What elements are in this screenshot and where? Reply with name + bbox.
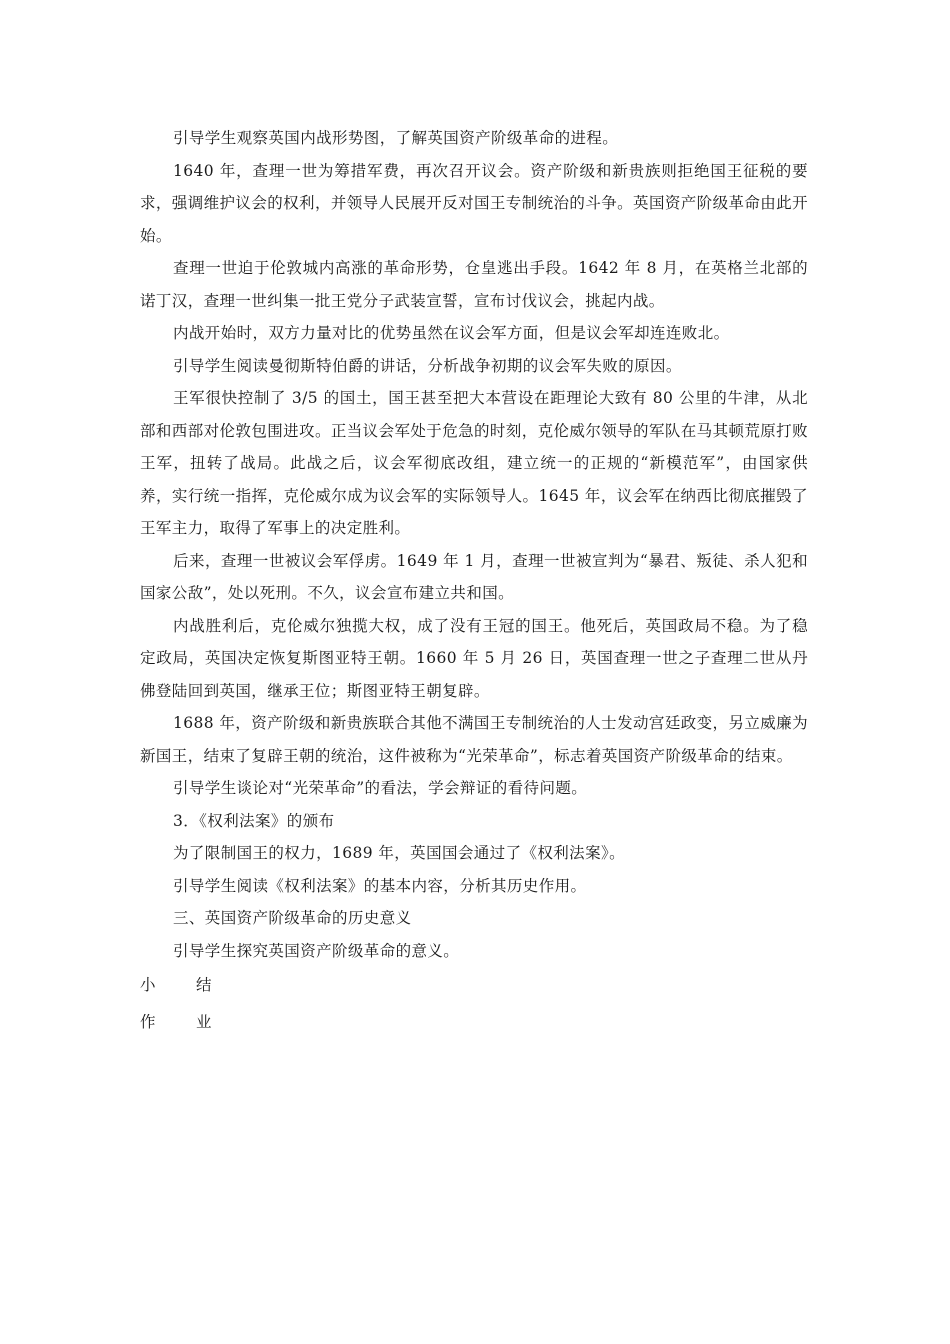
paragraph-13: 引导学生探究英国资产阶级革命的意义。 [173, 941, 460, 960]
document-body [140, 122, 808, 1041]
homework-label [140, 1004, 808, 1041]
paragraph-3: 查理一世迫于伦敦城内高涨的革命形势，仓皇逃出手段。1642 年 8 月，在英格兰北部的诺丁汉，查理一世纠集一批王党分子武装宣誓，宣布讨伐议会，挑起内战。 [140, 259, 808, 310]
homework-label-char-2: 业 [196, 1013, 212, 1031]
paragraph-4: 内战开始时，双方力量对比的优势虽然在议会军方面，但是议会军却连连败北。 [173, 324, 730, 342]
summary-label [140, 967, 808, 1004]
section-heading-bill-of-rights: 3．《权利法案》的颁布 [173, 811, 335, 830]
paragraph-12: 引导学生阅读《权利法案》的基本内容，分析其历史作用。 [173, 876, 587, 895]
paragraph-1: 引导学生观察英国内战形势图，了解英国资产阶级革命的进程。 [173, 129, 619, 147]
homework-label-char-1: 作 [140, 1013, 156, 1031]
summary-label-char-1: 小 [140, 976, 156, 994]
paragraph-6: 王军很快控制了 3/5 的国土，国王甚至把大本营设在距理论大致有 80 公里的牛津，从北部和西部对伦敦包围进攻。正当议会军处于危急的时刻，克伦威尔领导的军队在马其顿荒原打败王军，扭转了战局。此战之后，议会军彻底改组，建立统一的正规的“新模范军”，由国家供养，实行统一指挥，克伦威尔成为议会军的实际领导人。1645 年，议会军在纳西比彻底摧毁了王军主力，取得了军事上的决定胜利。 [140, 389, 808, 537]
paragraph-5: 引导学生阅读曼彻斯特伯爵的讲话，分析战争初期的议会军失败的原因。 [173, 356, 682, 375]
paragraph-10: 引导学生谈论对“光荣革命”的看法，学会辩证的看待问题。 [173, 779, 588, 797]
summary-label-char-2: 结 [196, 976, 212, 994]
section-heading-significance: 三、英国资产阶级革命的历史意义 [173, 909, 412, 927]
paragraph-9: 1688 年，资产阶级和新贵族联合其他不满国王专制统治的人士发动宫廷政变，另立威廉为新国王，结束了复辟王朝的统治，这件被称为“光荣革命”，标志着英国资产阶级革命的结束。 [140, 714, 808, 765]
paragraph-8: 内战胜利后，克伦威尔独揽大权，成了没有王冠的国王。他死后，英国政局不稳。为了稳定政局，英国决定恢复斯图亚特王朝。1660 年 5 月 26 日，英国查理一世之子查理二世从丹佛登陆回到英国，继承王位；斯图亚特王朝复辟。 [140, 616, 808, 700]
paragraph-11: 为了限制国王的权力，1689 年，英国国会通过了《权利法案》。 [173, 844, 626, 862]
paragraph-7: 后来，查理一世被议会军俘虏。1649 年 1 月，查理一世被宣判为“暴君、叛徒、杀人犯和国家公敌”，处以死刑。不久，议会宣布建立共和国。 [140, 551, 808, 602]
paragraph-2: 1640 年，查理一世为筹措军费，再次召开议会。资产阶级和新贵族则拒绝国王征税的要求，强调维护议会的权利，并领导人民展开反对国王专制统治的斗争。英国资产阶级革命由此开始。 [140, 161, 808, 245]
